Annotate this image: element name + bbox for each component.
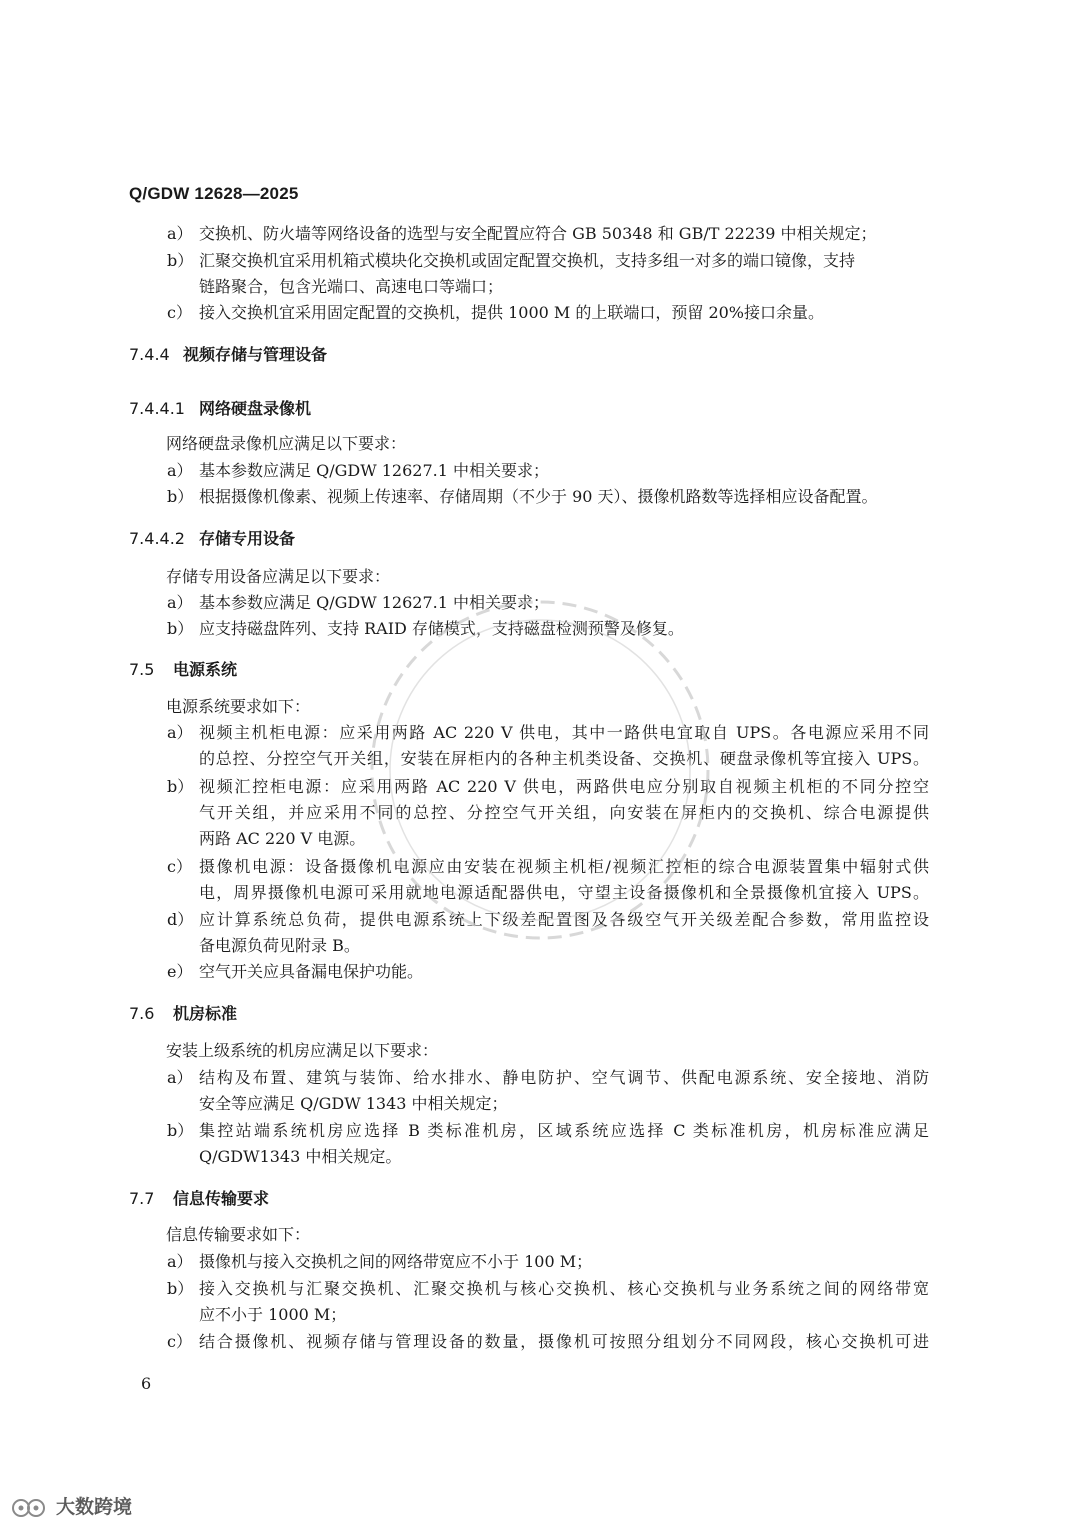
list-item — [0, 907, 1080, 933]
list-item-continuation — [0, 1144, 1080, 1170]
section-title: 电源系统 — [173, 660, 238, 679]
list-text: 集控站端系统机房应选择 B 类标准机房，区域系统应选择 C 类标准机房，机房标准应满足 — [199, 1121, 929, 1140]
list-item-continuation — [0, 274, 1080, 300]
list-text: 视频汇控柜电源：应采用两路 AC 220 V 供电，两路供电应分别取自视频主机柜的不同分控空 — [199, 777, 929, 796]
list-marker: a） — [167, 1252, 193, 1271]
paragraph — [0, 431, 1080, 457]
list-item — [0, 959, 1080, 985]
section-heading-7-6 — [0, 1000, 1080, 1028]
list-text: 摄像机电源：设备摄像机电源应由安装在视频主机柜/视频汇控柜的综合电源装置集中辐射式供 — [199, 857, 929, 876]
paragraph-text: 网络硬盘录像机应满足以下要求： — [166, 434, 407, 453]
list-marker: d） — [167, 910, 194, 929]
list-text: 接入交换机宜采用固定配置的交换机，提供 1000 M 的上联端口，预留 20%接口余量。 — [199, 303, 825, 322]
section-title: 网络硬盘录像机 — [199, 399, 312, 418]
list-item — [0, 1249, 1080, 1275]
section-number: 7.4.4.1 — [129, 399, 185, 418]
list-text: 链路聚合，包含光端口、高速电口等端口； — [199, 277, 504, 296]
list-text: 气开关组，并应采用不同的总控、分控空气开关组，向安装在屏柜内的交换机、综合电源提供 — [199, 803, 929, 822]
paragraph-text: 安装上级系统的机房应满足以下要求： — [166, 1041, 439, 1060]
list-item — [0, 458, 1080, 484]
list-marker: b） — [167, 777, 194, 796]
list-marker: b） — [167, 251, 194, 270]
list-text: 根据摄像机像素、视频上传速率、存储周期（不少于 90 天）、摄像机路数等选择相应设备配置。 — [199, 487, 878, 506]
section-heading-7-7 — [0, 1185, 1080, 1213]
list-text: 电，周界摄像机电源可采用就地电源适配器供电，守望主设备摄像机和全景摄像机宜接入 UPS。 — [199, 883, 929, 902]
page-number: 6 — [141, 1374, 152, 1393]
section-heading-7-4-4-2 — [0, 525, 1080, 553]
list-text: 安全等应满足 Q/GDW 1343 中相关规定； — [199, 1094, 508, 1113]
list-marker: b） — [167, 1279, 194, 1298]
list-text: 基本参数应满足 Q/GDW 12627.1 中相关要求； — [199, 461, 549, 480]
list-item-continuation — [0, 1091, 1080, 1117]
section-number: 7.7 — [129, 1189, 155, 1208]
list-text: 空气开关应具备漏电保护功能。 — [199, 962, 424, 981]
list-item-continuation — [0, 880, 1080, 906]
list-text: 汇聚交换机宜采用机箱式模块化交换机或固定配置交换机，支持多组一对多的端口镜像，支持 — [199, 251, 856, 270]
list-item — [0, 590, 1080, 616]
list-marker: a） — [167, 224, 193, 243]
brand-logo-icon — [10, 1497, 50, 1519]
list-item — [0, 616, 1080, 642]
paragraph — [0, 564, 1080, 590]
section-title: 信息传输要求 — [173, 1189, 270, 1208]
list-item-continuation — [0, 826, 1080, 852]
list-text: 备电源负荷见附录 B。 — [199, 936, 360, 955]
footer-brand-logo — [10, 1494, 132, 1520]
list-item — [0, 1065, 1080, 1091]
list-marker: c） — [167, 1332, 192, 1351]
section-heading-7-4-4-1 — [0, 395, 1080, 423]
document-code: Q/GDW 12628—2025 — [129, 184, 299, 203]
list-text: 应支持磁盘阵列、支持 RAID 存储模式，支持磁盘检测预警及修复。 — [199, 619, 684, 638]
list-marker: b） — [167, 487, 194, 506]
list-item-continuation — [0, 746, 1080, 772]
paragraph-text: 电源系统要求如下： — [166, 697, 311, 716]
section-title: 机房标准 — [173, 1004, 238, 1023]
paragraph — [0, 694, 1080, 720]
section-number: 7.4.4.2 — [129, 529, 185, 548]
list-text: Q/GDW1343 中相关规定。 — [199, 1147, 402, 1166]
list-item — [0, 854, 1080, 880]
list-marker: c） — [167, 303, 192, 322]
section-title: 存储专用设备 — [199, 529, 296, 548]
list-text: 应不小于 1000 M； — [199, 1305, 347, 1324]
paragraph — [0, 1038, 1080, 1064]
list-item — [0, 1329, 1080, 1355]
list-marker: a） — [167, 593, 193, 612]
list-item — [0, 221, 1080, 247]
list-marker: a） — [167, 1068, 193, 1087]
section-number: 7.4.4 — [129, 345, 170, 364]
list-text: 基本参数应满足 Q/GDW 12627.1 中相关要求； — [199, 593, 549, 612]
list-text: 结构及布置、建筑与装饰、给水排水、静电防护、空气调节、供配电源系统、安全接地、消防 — [199, 1068, 929, 1087]
list-marker: e） — [167, 962, 193, 981]
list-item-continuation — [0, 933, 1080, 959]
section-number: 7.5 — [129, 660, 155, 679]
list-marker: b） — [167, 1121, 194, 1140]
list-text: 交换机、防火墙等网络设备的选型与安全配置应符合 GB 50348 和 GB/T 22239 中相关规定； — [199, 224, 877, 243]
list-item — [0, 720, 1080, 746]
footer-brand-text: 大数跨境 — [56, 1496, 133, 1518]
list-text: 的总控、分控空气开关组，安装在屏柜内的各种主机类设备、交换机、硬盘录像机等宜接入 UPS。 — [199, 749, 929, 768]
list-item — [0, 1118, 1080, 1144]
list-item — [0, 484, 1080, 510]
list-text: 接入交换机与汇聚交换机、汇聚交换机与核心交换机、核心交换机与业务系统之间的网络带宽 — [199, 1279, 929, 1298]
list-marker: a） — [167, 461, 193, 480]
list-marker: c） — [167, 857, 192, 876]
section-heading-7-4-4 — [0, 341, 1080, 369]
list-marker: a） — [167, 723, 193, 742]
list-text: 结合摄像机、视频存储与管理设备的数量，摄像机可按照分组划分不同网段，核心交换机可进 — [199, 1332, 929, 1351]
paragraph — [0, 1222, 1080, 1248]
section-title: 视频存储与管理设备 — [183, 345, 328, 364]
list-marker: b） — [167, 619, 194, 638]
list-text: 视频主机柜电源：应采用两路 AC 220 V 供电，其中一路供电宜取自 UPS。各电源应采用不同 — [199, 723, 929, 742]
list-item-continuation — [0, 1302, 1080, 1328]
paragraph-text: 信息传输要求如下： — [166, 1225, 311, 1244]
list-item — [0, 248, 1080, 274]
section-number: 7.6 — [129, 1004, 155, 1023]
list-text: 两路 AC 220 V 电源。 — [199, 829, 366, 848]
paragraph-text: 存储专用设备应满足以下要求： — [166, 567, 391, 586]
list-item — [0, 774, 1080, 800]
list-item — [0, 300, 1080, 326]
list-text: 应计算系统总负荷，提供电源系统上下级差配置图及各级空气开关级差配合参数，常用监控设 — [199, 910, 929, 929]
list-item-continuation — [0, 800, 1080, 826]
section-heading-7-5 — [0, 656, 1080, 684]
list-item — [0, 1276, 1080, 1302]
list-text: 摄像机与接入交换机之间的网络带宽应不小于 100 M； — [199, 1252, 593, 1271]
